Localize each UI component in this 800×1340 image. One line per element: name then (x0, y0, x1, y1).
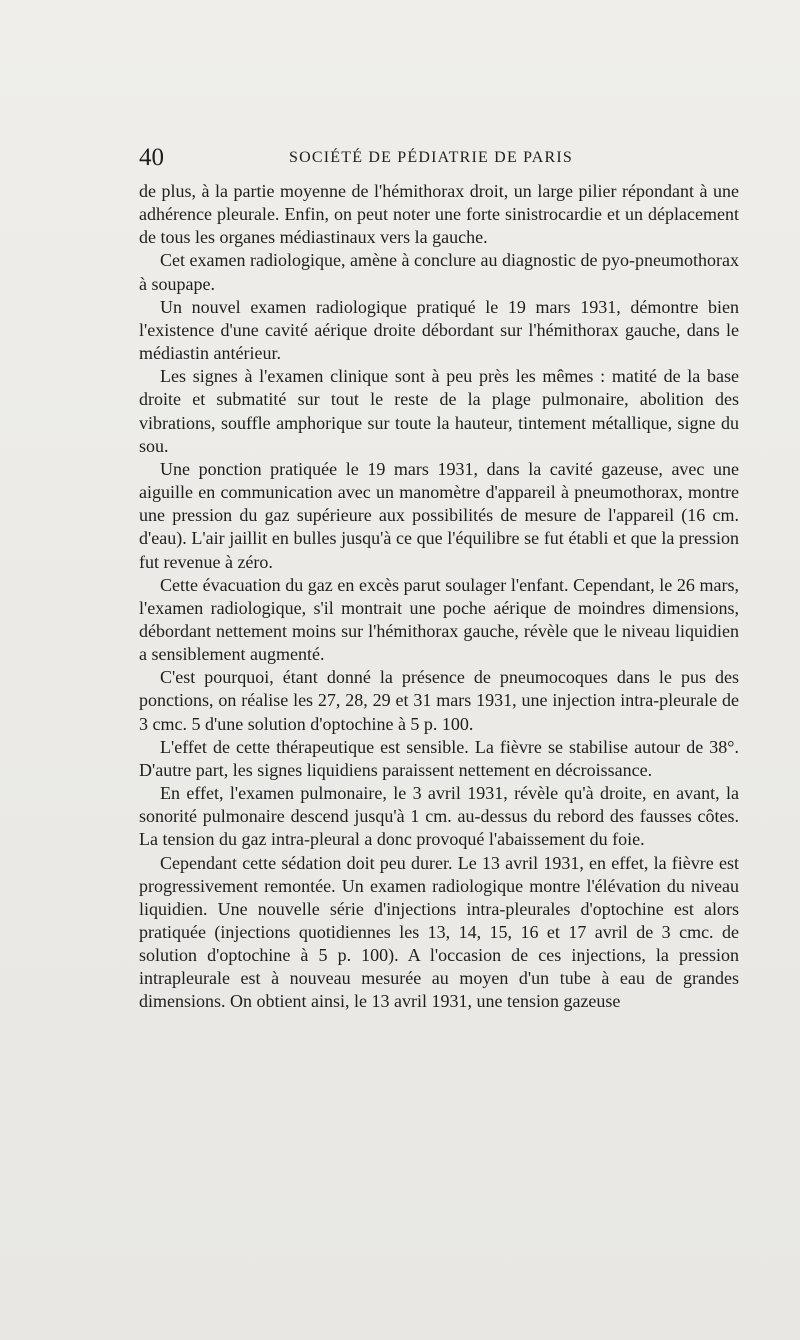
body-text (139, 180, 739, 1014)
paragraph: Une ponction pratiquée le 19 mars 1931, dans la cavité gazeuse, avec une aiguille en communication avec un manomètre d'appareil à pneumothorax, montre une pression du gaz supérieure aux possibilités de mesure de l'appareil (16 cm. d'eau). L'air jaillit en bulles jusqu'à ce que l'équilibre se fut établi et que la pression fut revenue à zéro. (139, 458, 739, 572)
paragraph: En effet, l'examen pulmonaire, le 3 avril 1931, révèle qu'à droite, en avant, la sonorité pulmonaire descend jusqu'à 1 cm. au-dessus du rebord des fausses côtes. La tension du gaz intra-pleural a donc provoqué l'abaissement du foie. (139, 783, 739, 850)
paragraph: Les signes à l'examen clinique sont à peu près les mêmes : matité de la base droite et submatité sur tout le reste de la plage pulmonaire, abolition des vibrations, souffle amphorique sur toute la hauteur, tintement métallique, signe du sou. (139, 366, 739, 456)
paragraph: L'effet de cette thérapeutique est sensible. La fièvre se stabilise autour de 38°. D'autre part, les signes liquidiens paraissent nettement en décroissance. (139, 736, 739, 780)
paragraph: de plus, à la partie moyenne de l'hémithorax droit, un large pilier répondant à une adhérence pleurale. Enfin, on peut noter une forte sinistrocardie et un déplacement de tous les organes médiastinaux vers la gauche. (139, 181, 739, 248)
paragraph: Cette évacuation du gaz en excès parut soulager l'enfant. Cependant, le 26 mars, l'examen radiologique, s'il montrait une poche aérique de moindres dimensions, débordant nettement moins sur l'hémithorax gauche, révèle que le niveau liquidien a sensiblement augmenté. (139, 574, 739, 665)
running-title: SOCIÉTÉ DE PÉDIATRIE DE PARIS (289, 149, 573, 166)
paragraph: C'est pourquoi, étant donné la présence de pneumocoques dans le pus des ponctions, on réalise les 27, 28, 29 et 31 mars 1931, une injection intra-pleurale de 3 cmc. 5 d'une solution d'optochine à 5 p. 100. (139, 667, 739, 734)
paragraph: Un nouvel examen radiologique pratiqué le 19 mars 1931, démontre bien l'existence d'une cavité aérique droite débordant sur l'hémithorax gauche, dans le médiastin antérieur. (139, 296, 739, 364)
page-header (139, 143, 739, 173)
paragraph: Cet examen radiologique, amène à conclure au diagnostic de pyo-pneumothorax à soupape. (139, 250, 739, 294)
paragraph: Cependant cette sédation doit peu durer. Le 13 avril 1931, en effet, la fièvre est progressivement remontée. Un examen radiologique montre l'élévation du niveau liquidien. Une nouvelle série d'injections intra-pleurales d'optochine est alors pratiquée (injections quotidiennes les 13, 14, 15, 16 et 17 avril de 3 cmc. de solution d'optochine à 5 p. 100). A l'occasion de ces injections, la pression intrapleurale est à nouveau mesurée au moyen d'un tube à eau de grandes dimensions. On obtient ainsi, le 13 avril 1931, une tension gazeuse (139, 852, 739, 1012)
page-number: 40 (139, 144, 164, 171)
